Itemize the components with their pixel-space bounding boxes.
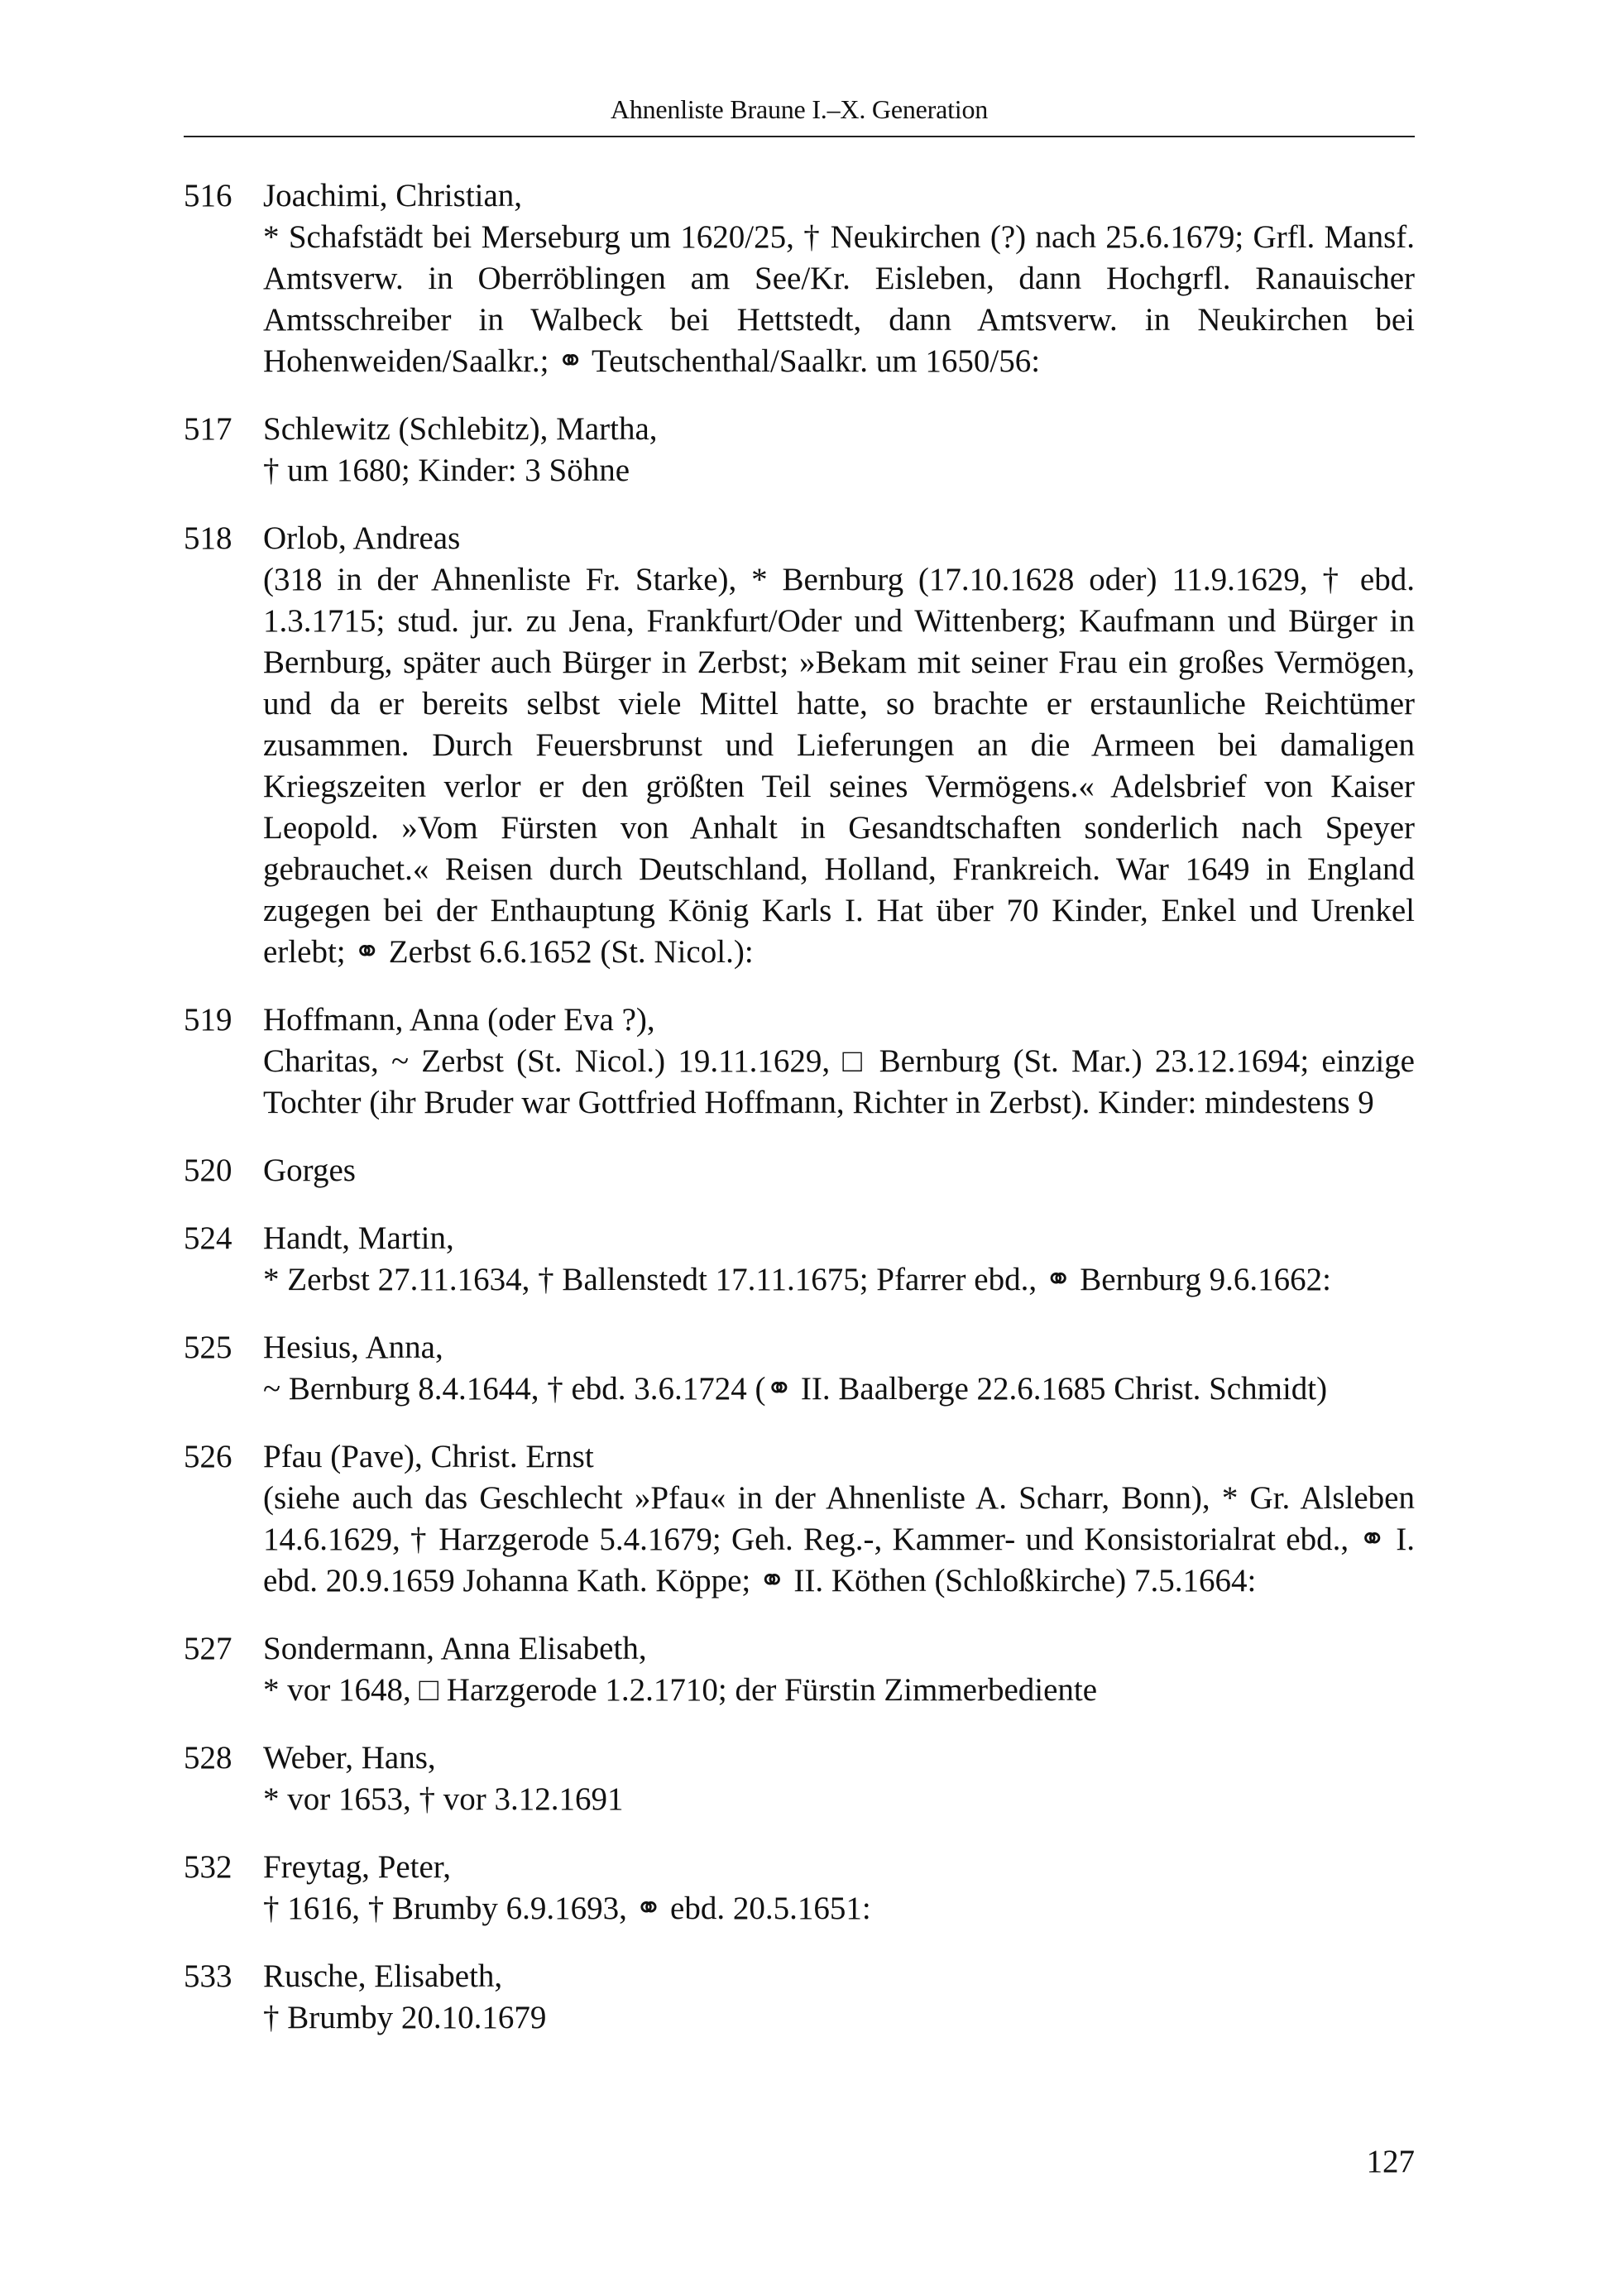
entry-name: Schlewitz (Schlebitz), Martha, xyxy=(263,411,658,447)
entry-details: Charitas, ~ Zerbst (St. Nicol.) 19.11.1629, □ Bernburg (St. Mar.) 23.12.1694; einzige Tochter (ihr Bruder war Gottfried Hoffmann, Richter in Zerbst). Kinder: mindestens 9 xyxy=(263,1043,1415,1120)
page-number: 127 xyxy=(1366,2144,1415,2179)
ancestor-entry xyxy=(184,1738,1415,1820)
entry-name: Freytag, Peter, xyxy=(263,1849,451,1885)
entry-number: 532 xyxy=(184,1849,232,1885)
entry-number: 524 xyxy=(184,1220,232,1256)
entry-name: Hoffmann, Anna (oder Eva ?), xyxy=(263,1002,655,1038)
entry-number: 519 xyxy=(184,1002,232,1038)
entry-details: (318 in der Ahnenliste Fr. Starke), * Bernburg (17.10.1628 oder) 11.9.1629, † ebd. 1.3.1715; stud. jur. zu Jena, Frankfurt/Oder und Wittenberg; Kaufmann und Bürger in Bernburg, später auch Bürger in Zerbst; »Bekam mit seiner Frau ein großes Vermögen, und da er bereits selbst viele Mittel hatte, so brachte er erstaunliche Reichtümer zusammen. Durch Feuersbrunst und Lieferungen an die Armeen bei damaligen Kriegszeiten verlor er den größten Teil seines Vermögens.« Adelsbrief von Kaiser Leopold. »Vom Fürsten von Anhalt in Gesandtschaften sonderlich nach Speyer gebrauchet.« Reisen durch Deutschland, Holland, Frankreich. War 1649 in England zugegen bei der Enthauptung König Karls I. Hat über 70 Kinder, Enkel und Urenkel erlebt; ⚭ Zerbst 6.6.1652 (St. Nicol.): xyxy=(263,562,1415,970)
entry-name: Handt, Martin, xyxy=(263,1220,454,1256)
entry-details: * vor 1653, † vor 3.12.1691 xyxy=(263,1781,624,1817)
entry-number: 518 xyxy=(184,520,232,556)
entry-number: 527 xyxy=(184,1631,232,1666)
entry-number: 528 xyxy=(184,1740,232,1776)
entry-details: * Schafstädt bei Merseburg um 1620/25, † Neukirchen (?) nach 25.6.1679; Grfl. Mansf. Amtsverw. in Oberröblingen am See/Kr. Eisleben, dann Hochgrfl. Ranauischer Amtsschreiber in Walbeck bei Hettstedt, dann Amtsverw. in Neukirchen bei Hohenweiden/Saalkr.; ⚭ Teutschenthal/Saalkr. um 1650/56: xyxy=(263,219,1415,379)
ancestor-entry xyxy=(184,1628,1415,1711)
ancestor-entry xyxy=(184,999,1415,1124)
ancestor-entry xyxy=(184,1436,1415,1602)
entry-details: * Zerbst 27.11.1634, † Ballenstedt 17.11.1675; Pfarrer ebd., ⚭ Bernburg 9.6.1662: xyxy=(263,1262,1331,1297)
ancestor-entry xyxy=(184,518,1415,973)
entry-details: (siehe auch das Geschlecht »Pfau« in der Ahnenliste A. Scharr, Bonn), * Gr. Alsleben 14.6.1629, † Harzgerode 5.4.1679; Geh. Reg.-, Kammer- und Konsistorialrat ebd., ⚭ I. ebd. 20.9.1659 Johanna Kath. Köppe; ⚭ II. Köthen (Schloßkirche) 7.5.1664: xyxy=(263,1480,1415,1599)
entry-number: 526 xyxy=(184,1439,232,1474)
entry-number: 533 xyxy=(184,1958,232,1994)
entry-name: Weber, Hans, xyxy=(263,1740,436,1776)
entry-details: * vor 1648, □ Harzgerode 1.2.1710; der Fürstin Zimmerbediente xyxy=(263,1672,1098,1708)
entry-number: 525 xyxy=(184,1330,232,1365)
running-head: Ahnenliste Braune I.–X. Generation xyxy=(610,94,989,124)
entry-name: Pfau (Pave), Christ. Ernst xyxy=(263,1439,594,1474)
entry-details: † um 1680; Kinder: 3 Söhne xyxy=(263,453,630,488)
ancestor-entry xyxy=(184,1956,1415,2039)
ancestor-entry xyxy=(184,1218,1415,1301)
ancestor-entry xyxy=(184,175,1415,382)
entry-details: ~ Bernburg 8.4.1644, † ebd. 3.6.1724 (⚭ II. Baalberge 22.6.1685 Christ. Schmidt) xyxy=(263,1371,1328,1407)
entry-name: Joachimi, Christian, xyxy=(263,178,523,213)
ancestor-entry xyxy=(184,1847,1415,1929)
entry-number: 520 xyxy=(184,1153,232,1188)
entry-name: Hesius, Anna, xyxy=(263,1330,443,1365)
ancestor-list xyxy=(184,175,1415,2065)
header-divider xyxy=(184,136,1415,137)
ancestor-entry xyxy=(184,1327,1415,1410)
entry-details: † Brumby 20.10.1679 xyxy=(263,2000,547,2035)
entry-name: Sondermann, Anna Elisabeth, xyxy=(263,1631,647,1666)
entry-number: 516 xyxy=(184,178,232,213)
ancestor-entry xyxy=(184,1150,1415,1191)
entry-name: Gorges xyxy=(263,1153,356,1188)
entry-name: Orlob, Andreas xyxy=(263,520,461,556)
entry-number: 517 xyxy=(184,411,232,447)
entry-details: † 1616, † Brumby 6.9.1693, ⚭ ebd. 20.5.1651: xyxy=(263,1891,871,1926)
ancestor-entry xyxy=(184,409,1415,491)
entry-name: Rusche, Elisabeth, xyxy=(263,1958,503,1994)
